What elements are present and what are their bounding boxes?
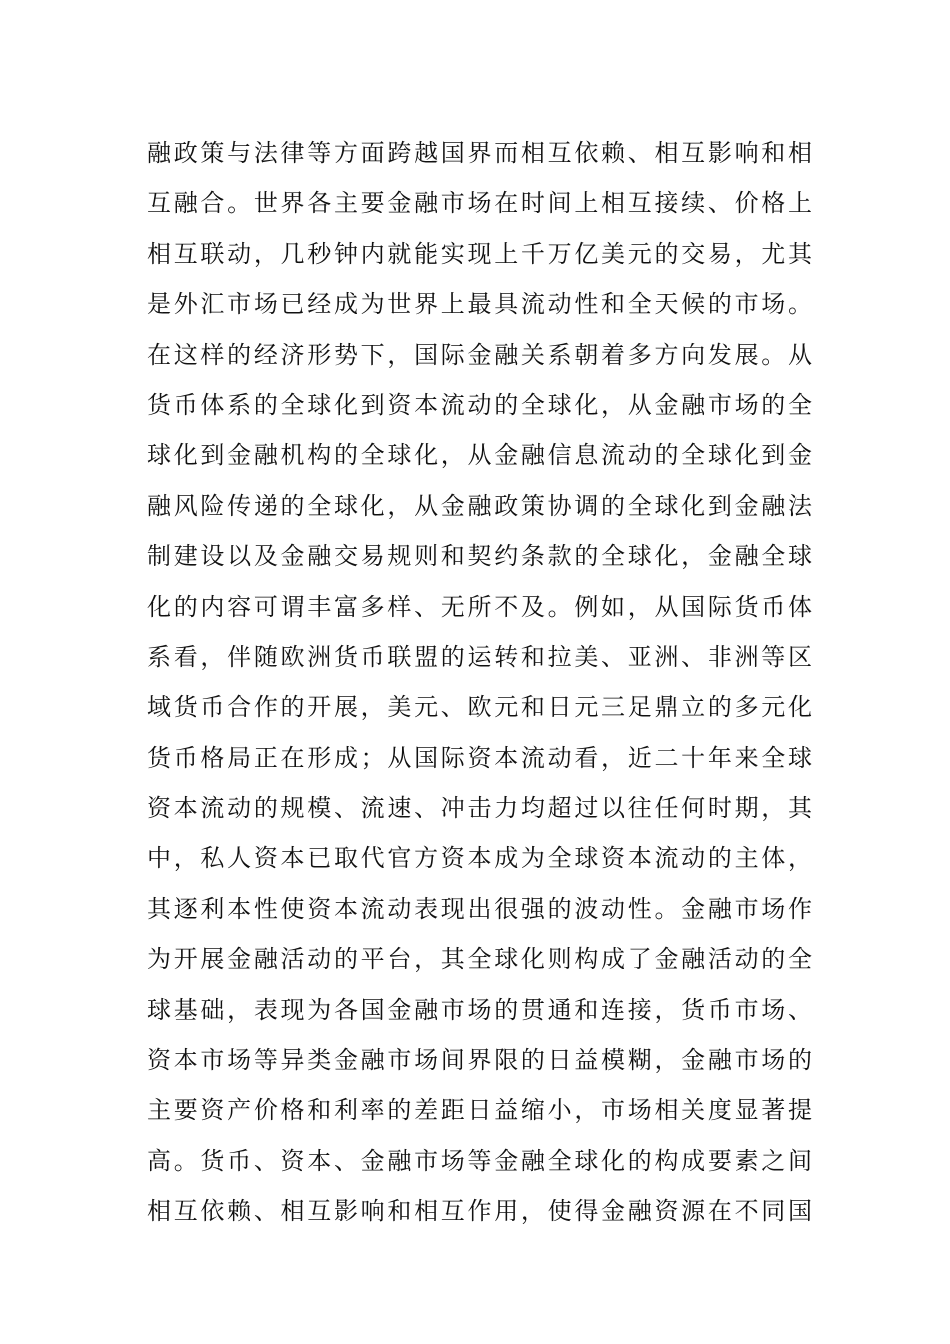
text-line-20: 主要资产价格和利率的差距日益缩小，市场相关度显著提 (147, 1096, 812, 1125)
text-line-1: 融政策与法律等方面跨越国界而相互依赖、相互影响和相 (147, 139, 812, 167)
text-line-12: 域货币合作的开展，美元、欧元和日元三足鼎立的多元化 (147, 693, 812, 722)
text-line-19: 资本市场等异类金融市场间界限的日益模糊，金融市场的 (147, 1046, 812, 1075)
text-line-4: 是外汇市场已经成为世界上最具流动性和全天候的市场。 (147, 290, 812, 319)
text-line-15: 中，私人资本已取代官方资本成为全球资本流动的主体， (147, 844, 812, 873)
text-line-14: 资本流动的规模、流速、冲击力均超过以往任何时期，其 (147, 794, 812, 823)
body-paragraph (147, 128, 812, 1237)
text-line-16: 其逐利本性使资本流动表现出很强的波动性。金融市场作 (147, 894, 812, 923)
text-line-5: 在这样的经济形势下，国际金融关系朝着多方向发展。从 (147, 340, 812, 369)
text-line-10: 化的内容可谓丰富多样、无所不及。例如，从国际货币体 (147, 592, 812, 621)
text-line-22: 相互依赖、相互影响和相互作用，使得金融资源在不同国 (147, 1197, 812, 1226)
text-line-13: 货币格局正在形成；从国际资本流动看，近二十年来全球 (147, 743, 812, 772)
text-line-8: 融风险传递的全球化，从金融政策协调的全球化到金融法 (147, 491, 812, 520)
text-line-7: 球化到金融机构的全球化，从金融信息流动的全球化到金 (147, 441, 812, 470)
text-line-3: 相互联动，几秒钟内就能实现上千万亿美元的交易，尤其 (147, 239, 812, 268)
text-line-9: 制建设以及金融交易规则和契约条款的全球化，金融全球 (147, 542, 812, 571)
text-line-21: 高。货币、资本、金融市场等金融全球化的构成要素之间 (147, 1146, 812, 1175)
text-line-18: 球基础，表现为各国金融市场的贯通和连接，货币市场、 (147, 995, 812, 1024)
text-line-2: 互融合。世界各主要金融市场在时间上相互接续、价格上 (147, 189, 812, 218)
text-line-17: 为开展金融活动的平台，其全球化则构成了金融活动的全 (147, 945, 812, 974)
text-line-6: 货币体系的全球化到资本流动的全球化，从金融市场的全 (147, 390, 812, 419)
text-line-11: 系看，伴随欧洲货币联盟的运转和拉美、亚洲、非洲等区 (147, 642, 812, 671)
